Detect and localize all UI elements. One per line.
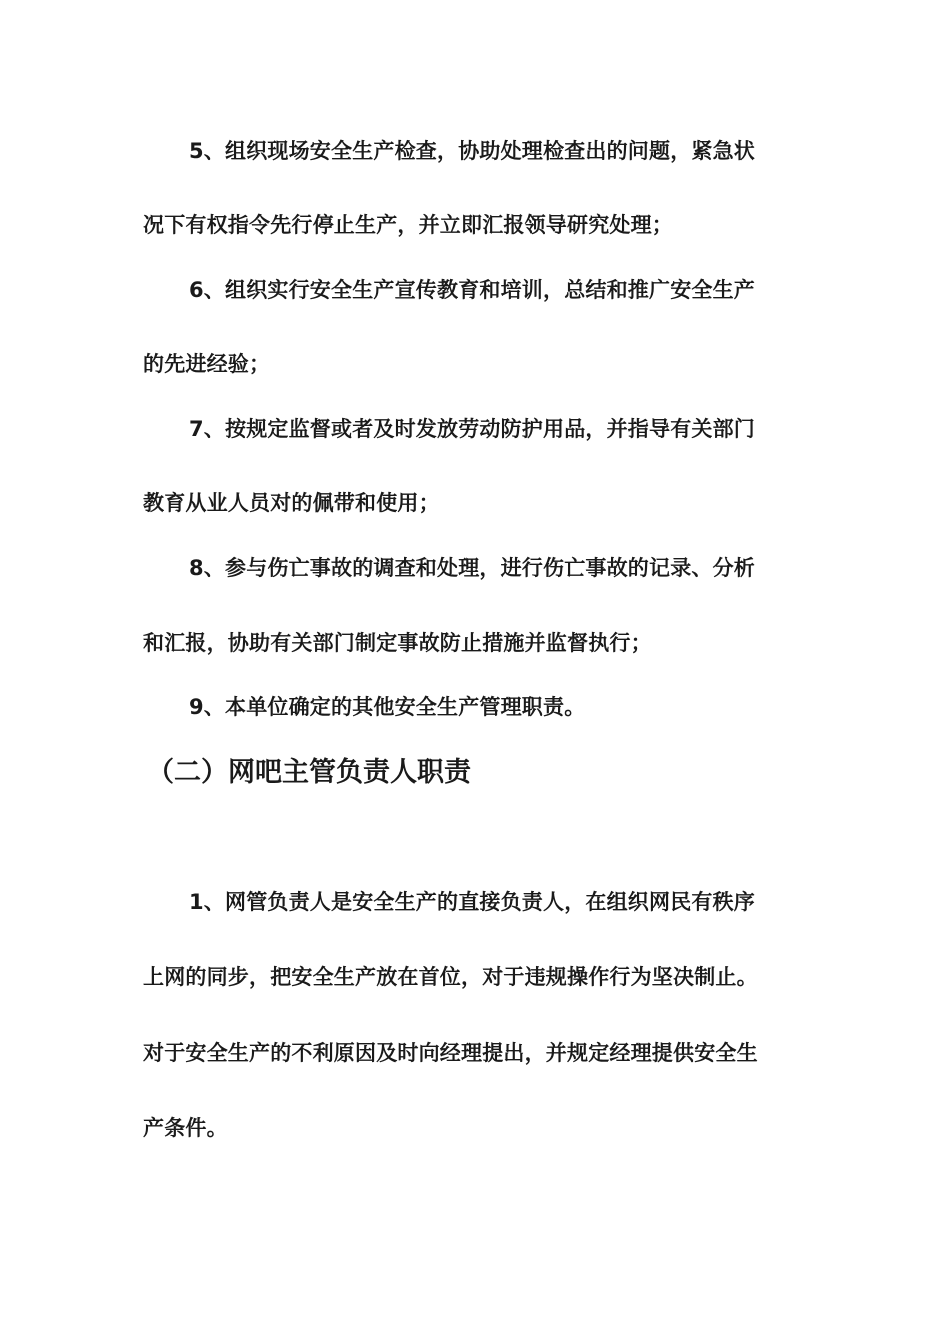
paragraph-7-line-2: 教育从业人员对的佩带和使用； (143, 491, 440, 515)
paragraph-6-line-2: 的先进经验； (143, 352, 271, 376)
paragraph-5-line-2: 况下有权指令先行停止生产，并立即汇报领导研究处理； (143, 213, 673, 237)
paragraph-9-line-1: 9、本单位确定的其他安全生产管理职责。 (189, 695, 586, 719)
section-heading: （二）网吧主管负责人职责 (147, 757, 471, 788)
paragraph-8-line-2: 和汇报，协助有关部门制定事故防止措施并监督执行； (143, 631, 652, 655)
section-paragraph-line-1: 1、网管负责人是安全生产的直接负责人，在组织网民有秩序 (189, 890, 756, 914)
section-paragraph-line-2: 上网的同步，把安全生产放在首位，对于违规操作行为坚决制止。 (143, 965, 758, 989)
paragraph-5-line-1: 5、组织现场安全生产检查，协助处理检查出的问题，紧急状 (189, 139, 756, 163)
paragraph-8-line-1: 8、参与伤亡事故的调查和处理，进行伤亡事故的记录、分析 (189, 556, 756, 580)
paragraph-7-line-1: 7、按规定监督或者及时发放劳动防护用品，并指导有关部门 (189, 417, 756, 441)
section-paragraph-line-4: 产条件。 (143, 1116, 228, 1140)
section-paragraph-line-3: 对于安全生产的不利原因及时向经理提出，并规定经理提供安全生 (143, 1041, 758, 1065)
paragraph-6-line-1: 6、组织实行安全生产宣传教育和培训，总结和推广安全生产 (189, 278, 756, 302)
